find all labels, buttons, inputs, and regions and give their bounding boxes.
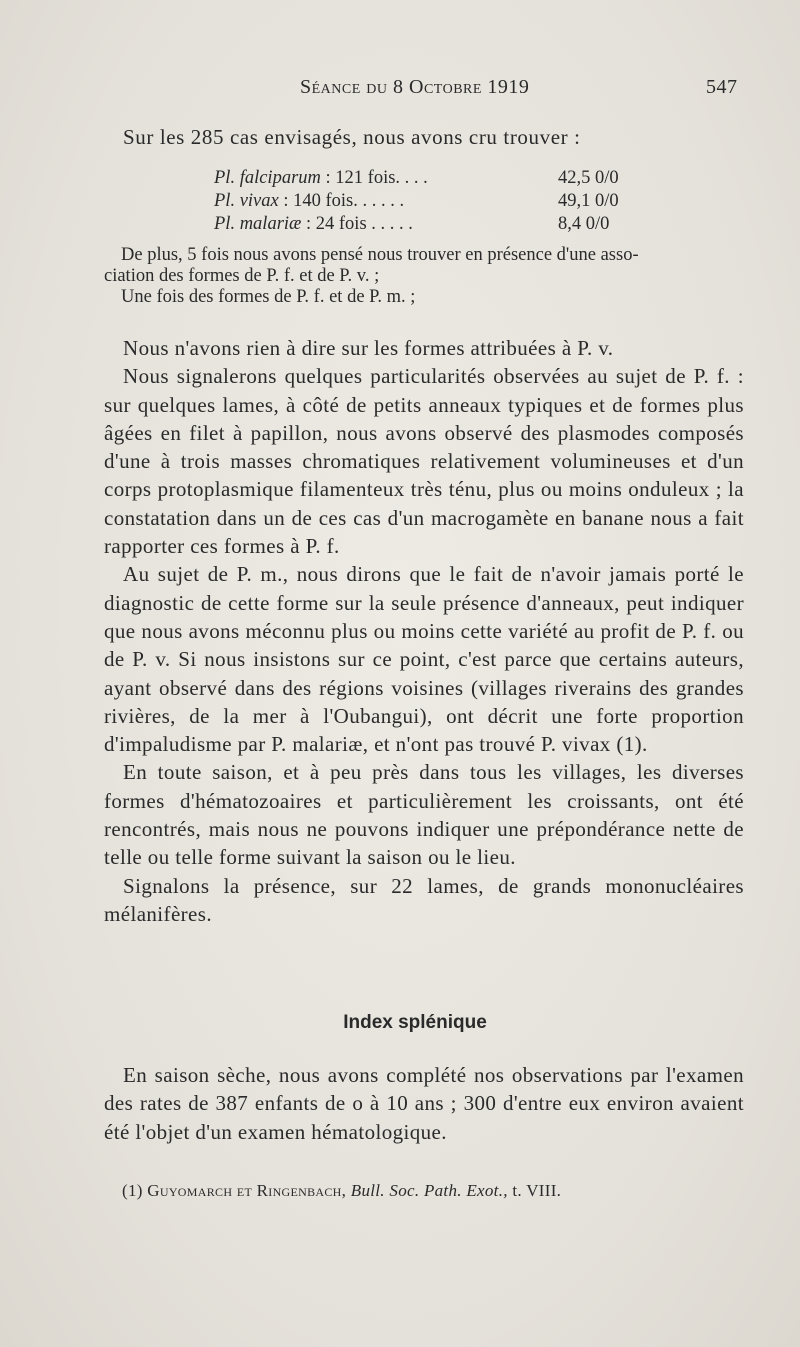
footnote-authors: Guyomarch et Ringenbach, — [147, 1181, 347, 1200]
paragraph: Signalons la présence, sur 22 lames, de grands mononucléaires mélanifères. — [104, 873, 744, 926]
note-line: De plus, 5 fois nous avons pensé nous trouver en présence d'une asso- — [121, 245, 639, 265]
running-header — [0, 76, 800, 106]
page-number: 547 — [706, 76, 738, 98]
species-row — [214, 191, 654, 214]
footnote-volume: t. VIII. — [512, 1181, 562, 1200]
note-line: Une fois des formes de P. f. et de P. m. ; — [121, 287, 416, 307]
paragraph: Nous signalerons quelques particularités observées au sujet de P. f. : sur quelques lames, à côté de petits anneaux typiques et de formes plus âgées en filet à papillon, nous avons observé des plasmodes composés d'une à trois masses chromatiques relativement volumineuses et d'un corps protoplasmique filamenteux très ténu, plus ou moins onduleux ; la constatation dans un de ces cas d'un macrogamète en banane nous a fait rapporter ces formes à P. f. — [104, 364, 744, 559]
paragraph: En saison sèche, nous avons complété nos observations par l'examen des rates de 387 enfants de o à 10 ans ; 300 d'entre eux environ avaient été l'objet d'un examen hématologique. — [104, 1063, 744, 1144]
note-line: ciation des formes de P. f. et de P. v. ; — [104, 266, 380, 286]
species-count: : 121 fois. . . . — [320, 168, 428, 188]
species-row — [214, 168, 654, 191]
body-paragraphs — [104, 334, 744, 928]
species-count: : 24 fois . . . . . — [301, 214, 413, 234]
species-row — [214, 214, 654, 237]
header-title: Séance du 8 Octobre 1919 — [300, 76, 530, 98]
footnote-marker: (1) — [122, 1181, 143, 1200]
species-percent: 8,4 0/0 — [558, 214, 610, 234]
species-count: : 140 fois. . . . . . — [278, 191, 405, 211]
intro-sentence: Sur les 285 cas envisagés, nous avons cru trouver : — [123, 125, 581, 149]
section-heading: Index splénique — [343, 1012, 487, 1033]
species-percent: 42,5 0/0 — [558, 168, 619, 188]
paragraph: Nous n'avons rien à dire sur les formes attribuées à P. v. — [123, 336, 614, 360]
paragraph: Au sujet de P. m., nous dirons que le fait de n'avoir jamais porté le diagnostic de cette forme sur la seule présence d'anneaux, peut indiquer que nous avons méconnu plus ou moins cette variété au profit de P. f. ou de P. v. Si nous insistons sur ce point, c'est parce que certains auteurs, ayant observé dans des régions voisines (villages riverains des grandes rivières, de la mer à l'Oubangui), ont décrit une forte proportion d'impaludisme par P. malariæ, et n'ont pas trouvé P. vivax (1). — [104, 562, 744, 757]
footnote-source: Bull. Soc. Path. Exot., — [350, 1181, 508, 1200]
species-name: Pl. malariæ — [214, 214, 302, 234]
species-name: Pl. falciparum — [214, 168, 321, 188]
association-note — [104, 245, 754, 308]
paragraph: En toute saison, et à peu près dans tous les villages, les diverses formes d'hématozoaires et particulièrement les croissants, ont été rencontrés, mais nous ne pouvons indiquer une prépondérance nette de telle ou telle forme suivant la saison ou le lieu. — [104, 760, 744, 870]
species-table — [214, 168, 654, 237]
species-name: Pl. vivax — [214, 191, 279, 211]
species-percent: 49,1 0/0 — [558, 191, 619, 211]
footnote — [122, 1181, 561, 1201]
section-body — [104, 1061, 744, 1146]
